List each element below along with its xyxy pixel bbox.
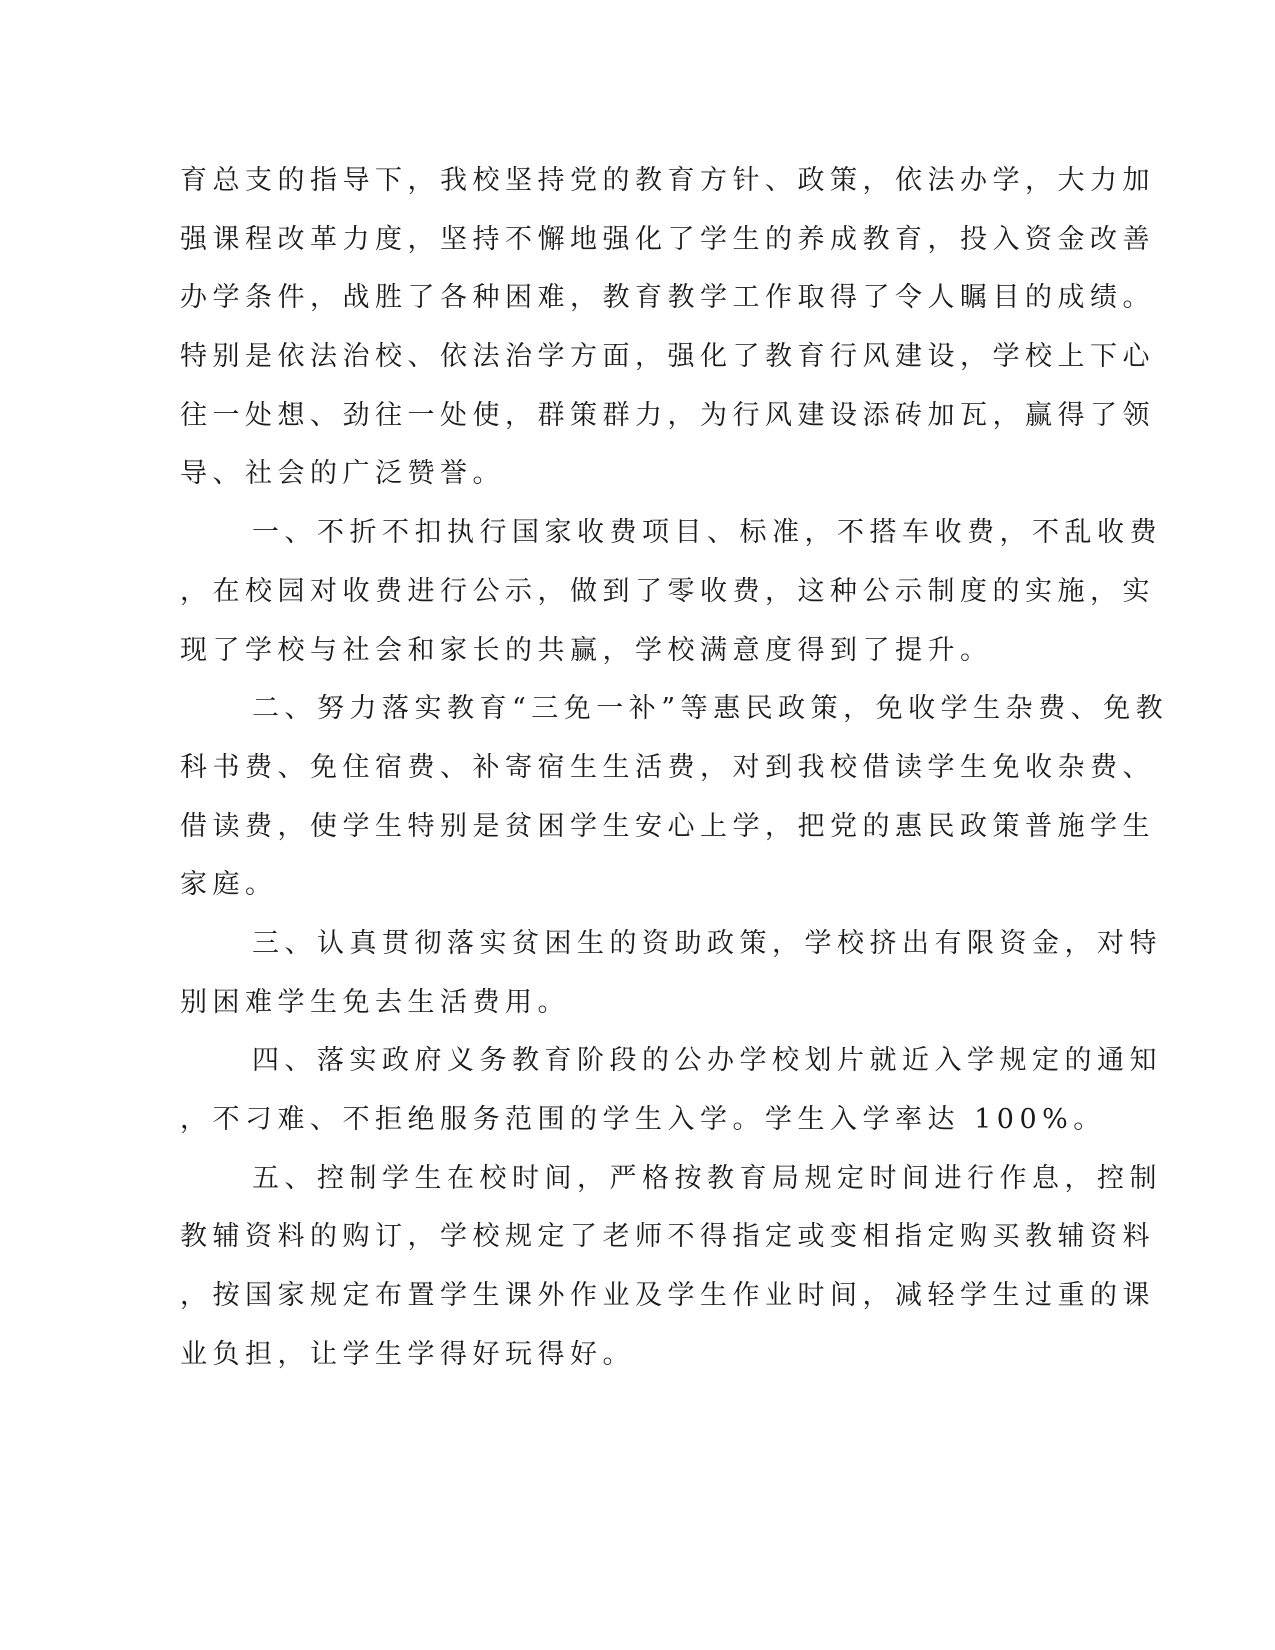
text-line: 导、社会的广泛赞誉。 — [180, 458, 505, 490]
item-3-paragraph — [180, 915, 1162, 1032]
text-line: 科书费、免住宿费、补寄宿生生活费，对到我校借读学生免收杂费、 — [180, 751, 1155, 783]
text-line: 教辅资料的购订，学校规定了老师不得指定或变相指定购买教辅资料 — [180, 1221, 1155, 1253]
text-line: ，不刁难、不拒绝服务范围的学生入学。学生入学率达 100%。 — [180, 1104, 1106, 1135]
text-line: 借读费，使学生特别是贫困学生安心上学，把党的惠民政策普施学生 — [180, 810, 1155, 842]
text-line: 一、不折不扣执行国家收费项目、标准，不搭车收费，不乱收费 — [252, 517, 1162, 549]
intro-paragraph — [180, 152, 1155, 504]
text-line: 别困难学生免去生活费用。 — [180, 986, 570, 1018]
text-line: ，按国家规定布置学生课外作业及学生作业时间，减轻学生过重的课 — [180, 1280, 1155, 1312]
text-line: 办学条件，战胜了各种困难，教育教学工作取得了令人瞩目的成绩。 — [180, 282, 1155, 314]
text-line: 家庭。 — [180, 869, 278, 901]
text-line: 业负担，让学生学得好玩得好。 — [180, 1338, 635, 1370]
text-line: 五、控制学生在校时间，严格按教育局规定时间进行作息，控制 — [252, 1162, 1162, 1194]
text-line: 二、努力落实教育“三免一补”等惠民政策，免收学生杂费、免教 — [252, 693, 1169, 725]
text-line: 特别是依法治校、依法治学方面，强化了教育行风建设，学校上下心 — [180, 341, 1155, 373]
item-2-paragraph — [180, 680, 1169, 915]
item-1-paragraph — [180, 504, 1162, 680]
text-line: 往一处想、劲往一处使，群策群力，为行风建设添砖加瓦，赢得了领 — [180, 399, 1155, 431]
text-line: 育总支的指导下，我校坚持党的教育方针、政策，依法办学，大力加 — [180, 165, 1155, 196]
text-line: 三、认真贯彻落实贫困生的资助政策，学校挤出有限资金，对特 — [252, 927, 1162, 959]
item-4-paragraph — [180, 1032, 1162, 1149]
text-line: 强课程改革力度，坚持不懈地强化了学生的养成教育，投入资金改善 — [180, 223, 1155, 255]
item-5-paragraph — [180, 1150, 1162, 1385]
text-line: ，在校园对收费进行公示，做到了零收费，这种公示制度的实施，实 — [180, 575, 1155, 607]
text-line: 现了学校与社会和家长的共赢，学校满意度得到了提升。 — [180, 634, 993, 666]
text-line: 四、落实政府义务教育阶段的公办学校划片就近入学规定的通知 — [252, 1045, 1162, 1077]
document-body — [180, 152, 1169, 1384]
